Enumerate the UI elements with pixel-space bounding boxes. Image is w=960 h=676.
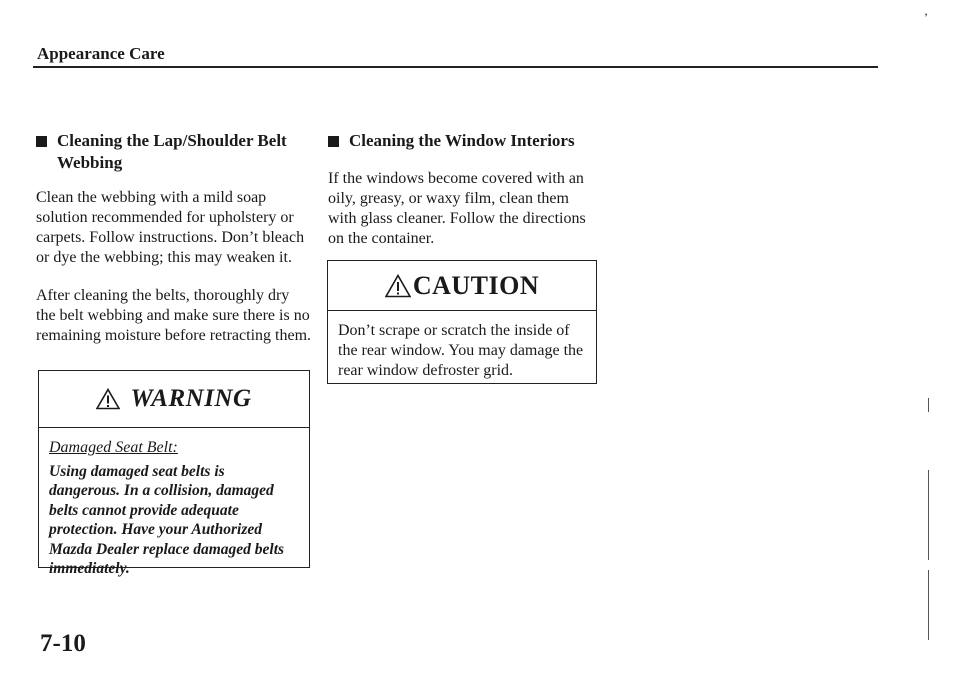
- warning-triangle-icon: [96, 388, 120, 410]
- scan-mark: ’: [924, 10, 928, 24]
- warning-box: [38, 370, 310, 577]
- caution-header: [328, 261, 596, 311]
- paragraph-drying-belts: After cleaning the belts, thoroughly dry the belt webbing and make sure there is no remaining moisture before retracting them.: [36, 287, 312, 344]
- paragraph-cleaning-webbing: Clean the webbing with a mild soap solution recommended for upholstery or carpets. Follow instructions. Don’t bleach or dye the webbing; this may weaken it.: [36, 189, 305, 266]
- header-rule: [33, 66, 878, 68]
- right-column: [328, 130, 598, 249]
- section-heading-belt-webbing: [36, 130, 311, 174]
- paragraph-window-cleaning: If the windows become covered with an oily, greasy, or waxy film, clean them with glass cleaner. Follow the directions on the container.: [328, 170, 586, 247]
- margin-mark: [928, 570, 929, 640]
- caution-triangle-icon: [385, 274, 411, 298]
- warning-header: [39, 371, 309, 428]
- section-heading-text: Cleaning the Lap/Shoulder Belt Webbing: [57, 131, 287, 172]
- section-heading-text: Cleaning the Window Interiors: [349, 131, 575, 150]
- caution-box: [327, 260, 597, 384]
- caution-title: CAUTION: [412, 270, 540, 300]
- section-heading-window-interiors: [328, 130, 598, 152]
- square-bullet-icon: [36, 136, 47, 147]
- warning-title: WARNING: [130, 385, 252, 412]
- warning-body: [39, 428, 309, 579]
- margin-mark: [928, 398, 929, 412]
- left-column: [36, 130, 311, 346]
- warning-subtitle: Damaged Seat Belt:: [49, 439, 178, 456]
- page-header-title: Appearance Care: [37, 44, 165, 63]
- page-number: 7-10: [40, 630, 86, 657]
- warning-text: Using damaged seat belts is dangerous. In a collision, damaged belts cannot provide adequate protection. Have your Authorized Mazda Dealer replace damaged belts immediately.: [49, 462, 285, 577]
- margin-mark: [928, 470, 929, 560]
- square-bullet-icon: [328, 136, 339, 147]
- caution-text: Don’t scrape or scratch the inside of the rear window. You may damage the rear window defroster grid.: [338, 322, 584, 379]
